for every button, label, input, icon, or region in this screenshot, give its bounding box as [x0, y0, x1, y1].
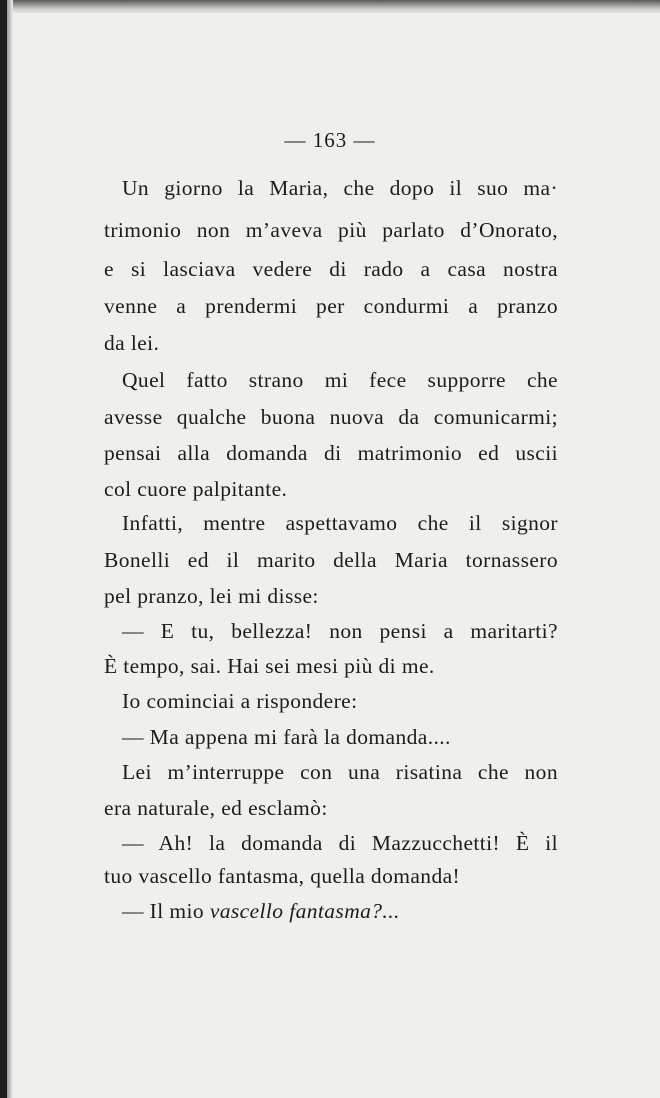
- text-line: da lei.: [104, 331, 160, 355]
- text-line: Lei m’interruppe con una risatina che non: [122, 760, 558, 784]
- page-top-edge: [0, 0, 660, 14]
- text-line: venne a prendermi per condurmi a pranzo: [104, 294, 558, 318]
- text-line: È tempo, sai. Hai sei mesi più di me.: [104, 654, 435, 678]
- text-line: Bonelli ed il marito della Maria tornassero: [104, 548, 558, 572]
- emphasized-text: vascello fantasma?...: [209, 899, 400, 923]
- text-line: era naturale, ed esclamò:: [104, 796, 328, 820]
- text-line: tuo vascello fantasma, quella domanda!: [104, 864, 461, 888]
- text-line: Un giorno la Maria, che dopo il suo ma·: [122, 176, 558, 200]
- text-line: — E tu, bellezza! non pensi a maritarti?: [122, 619, 558, 643]
- page-binding-edge: [0, 0, 7, 1098]
- page-number: — 163 —: [284, 128, 376, 152]
- text-line: — Ma appena mi farà la domanda....: [122, 725, 451, 749]
- text-line: — Ah! la domanda di Mazzucchetti! È il: [122, 831, 558, 855]
- text-line: Io cominciai a rispondere:: [122, 689, 358, 713]
- text-line: Infatti, mentre aspettavamo che il signor: [122, 511, 558, 535]
- page-binding-shadow: [7, 0, 13, 1098]
- text-line: col cuore palpitante.: [104, 477, 288, 501]
- text-line: pel pranzo, lei mi disse:: [104, 584, 319, 608]
- text-line: trimonio non m’aveva più parlato d’Onorato,: [104, 218, 558, 242]
- text-line: pensai alla domanda di matrimonio ed uscii: [104, 441, 558, 465]
- text-line-prefix: — Il mio: [122, 899, 210, 923]
- text-line: avesse qualche buona nuova da comunicarmi;: [104, 405, 558, 429]
- text-line: e si lasciava vedere di rado a casa nostra: [104, 257, 558, 281]
- text-line: Quel fatto strano mi fece supporre che: [122, 368, 558, 392]
- text-line-last: [122, 901, 400, 923]
